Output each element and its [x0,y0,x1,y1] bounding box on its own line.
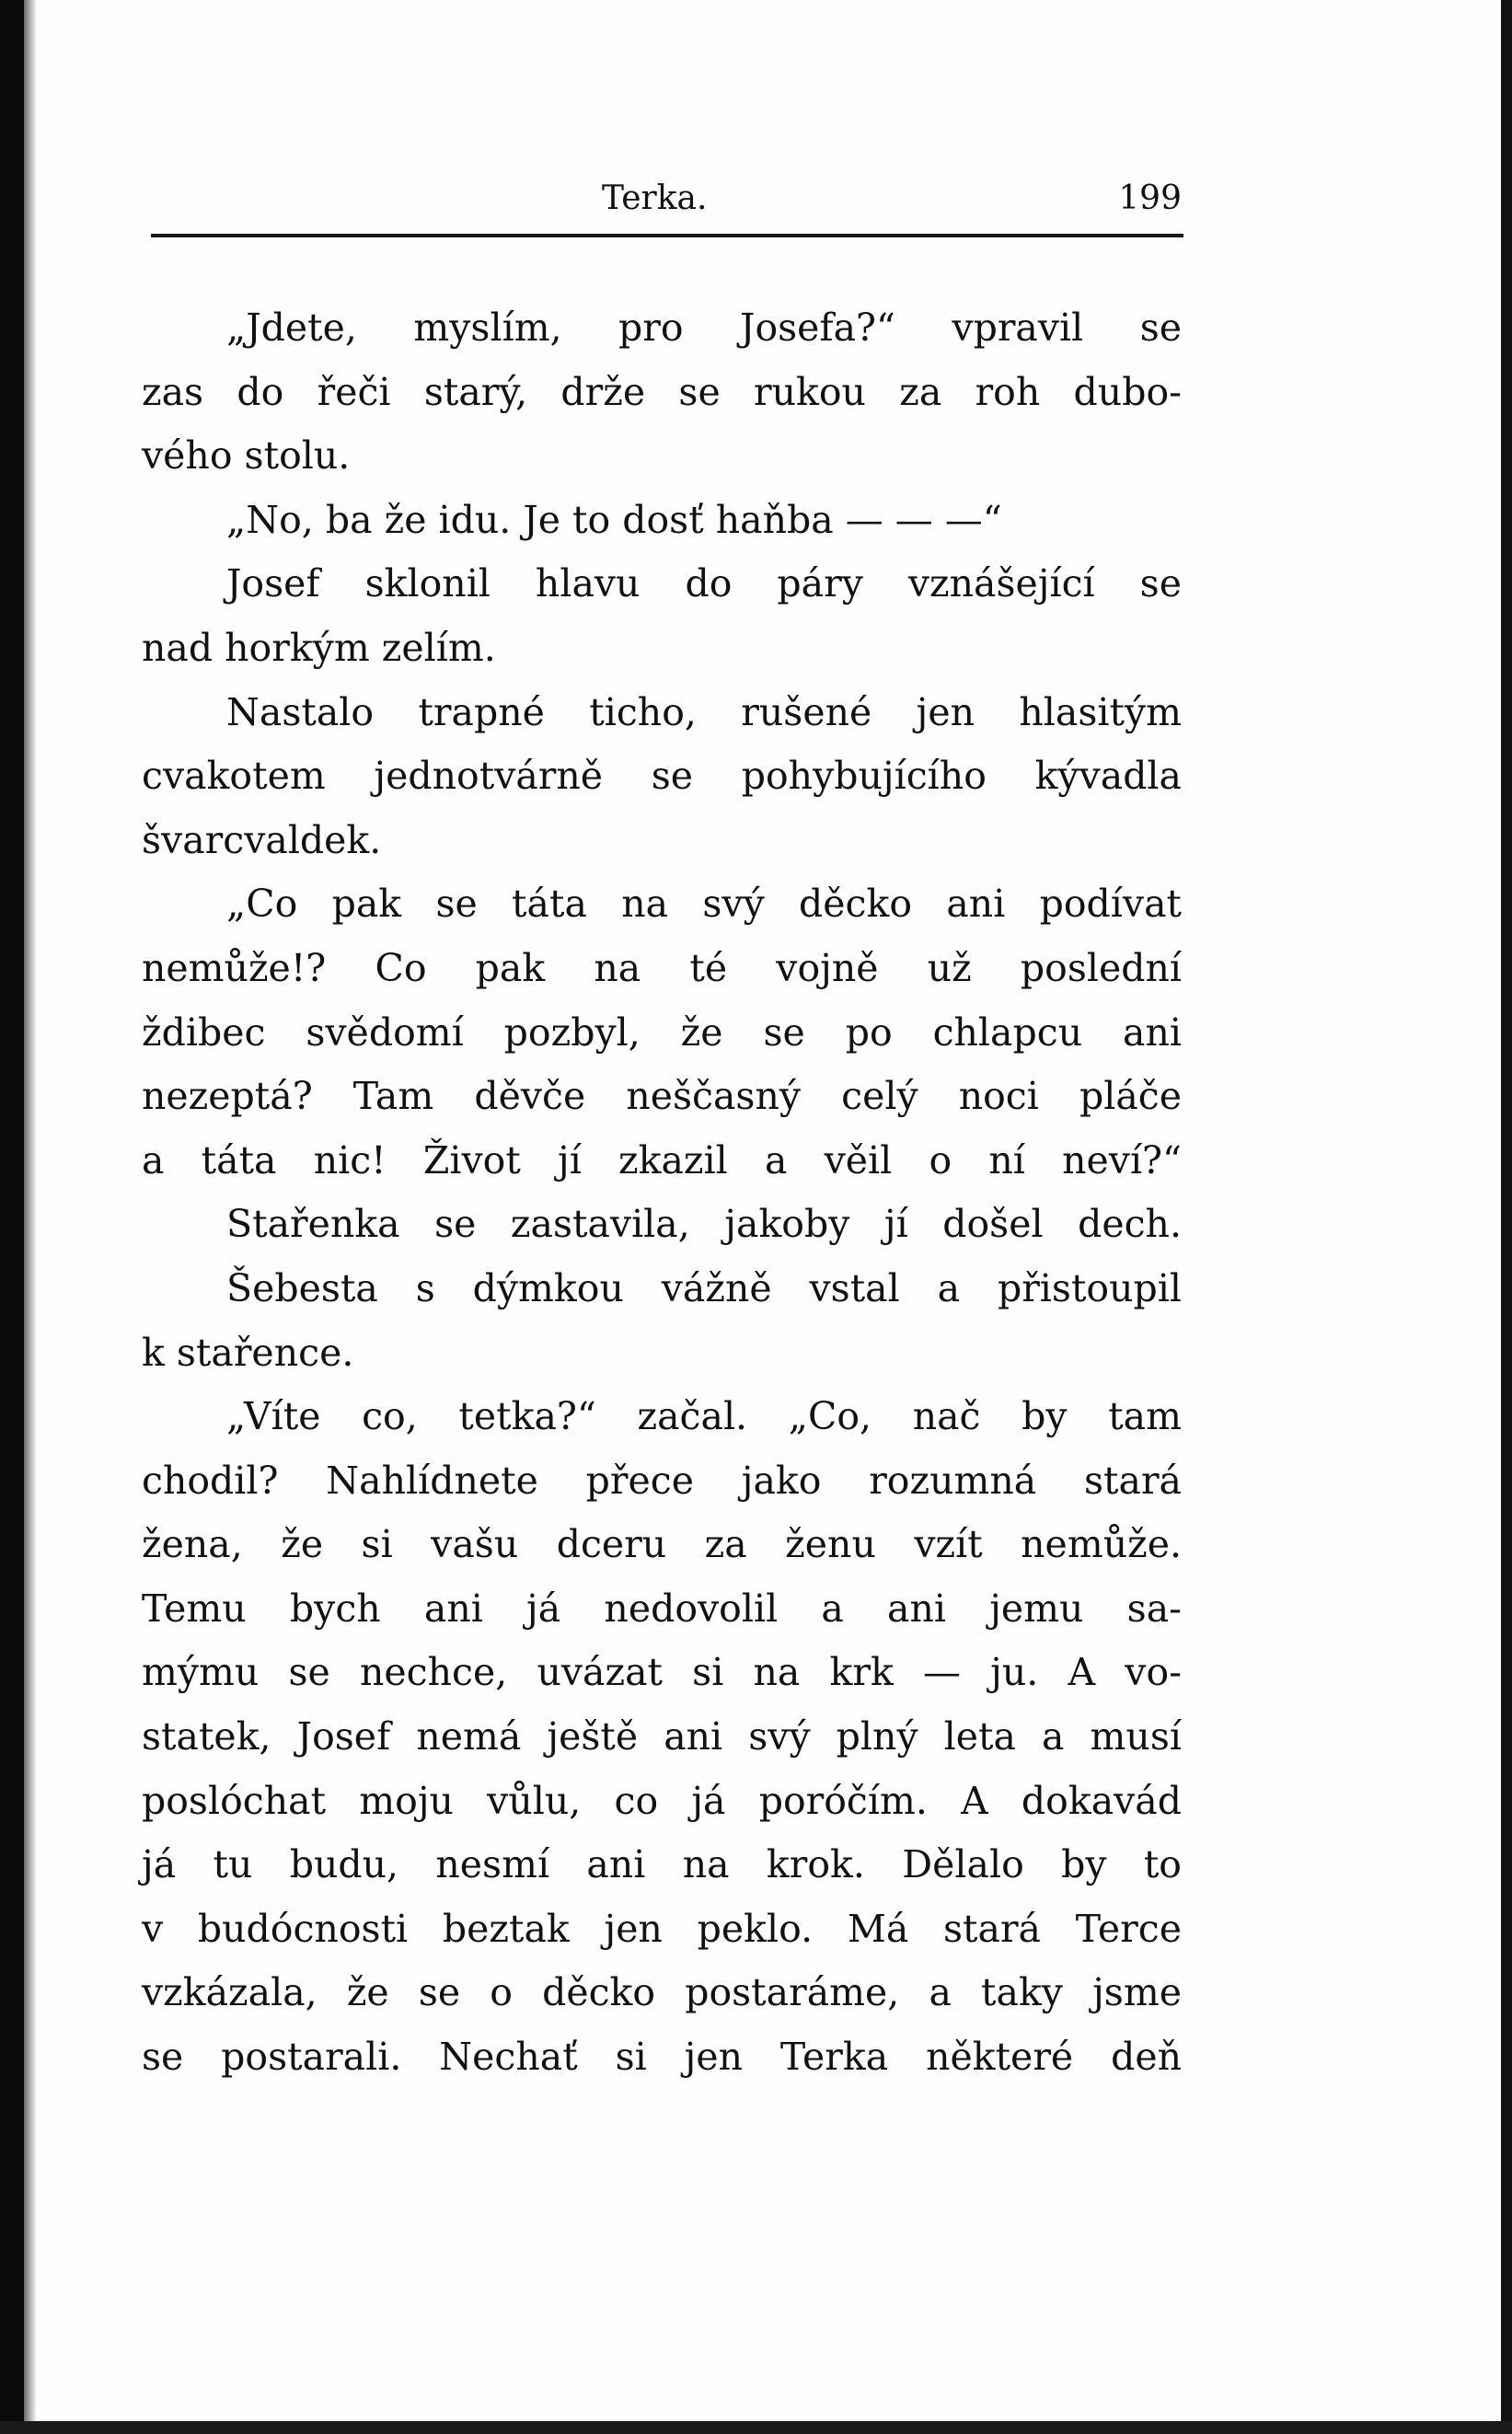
page-header [151,175,1182,223]
text-line: k stařence. [142,1330,354,1375]
header-rule [151,234,1183,237]
text-line: Šebesta s dýmkou vážně vstal a přistoupil [226,1265,1182,1310]
running-title: Terka. [602,179,708,217]
scan-edge-shadow [24,0,37,2434]
text-line: a táta nic! Život jí zkazil a věil o ní neví?“ [142,1137,1182,1182]
text-line: Temu bych ani já nedovolil a ani jemu sa- [142,1586,1182,1631]
text-line: v budócnosti beztak jen peklo. Má stará Terce [142,1906,1182,1951]
text-line: „Víte co, tetka?“ začal. „Co, nač by tam [226,1394,1182,1439]
text-line: se postarali. Nechať si jen Terka některé deň [142,2035,1182,2080]
text-line: nezeptá? Tam děvče neščasný celý noci pláče [142,1074,1182,1119]
text-line: Josef sklonil hlavu do páry vznášející se [226,561,1182,606]
text-line: „Jdete, myslím, pro Josefa?“ vpravil se [226,306,1182,350]
text-line: „No, ba že idu. Je to dosť haňba — — —“ [226,497,1002,542]
text-line: švarcvaldek. [142,817,382,862]
text-line: ždibec svědomí pozbyl, že se po chlapcu ani [142,1009,1182,1055]
text-line: žena, že si vašu dceru za ženu vzít nemůže. [142,1522,1182,1567]
body-text [142,296,1182,2090]
text-line: statek, Josef nemá ještě ani svý plný leta a musí [142,1714,1182,1759]
page-number: 199 [1118,179,1182,217]
text-line: zas do řeči starý, drže se rukou za roh dubo- [142,369,1182,414]
text-line: chodil? Nahlídnete přece jako rozumná stará [142,1458,1182,1503]
text-line: mýmu se nechce, uvázat si na krk — ju. A vo- [142,1650,1182,1695]
text-line: vého stolu. [142,433,351,479]
text-line: poslóchat moju vůlu, co já poróčím. A dokavád [142,1778,1182,1823]
scan-edge-left [0,0,24,2434]
text-line: nemůže!? Co pak na té vojně už poslední [142,945,1182,990]
text-line: Nastalo trapné ticho, rušené jen hlasitým [226,689,1182,734]
scan-edge-bottom [0,2421,1512,2434]
scan-edge-right [1501,0,1512,2434]
text-line: „Co pak se táta na svý děcko ani podívat [226,882,1182,927]
text-line: já tu budu, nesmí ani na krok. Dělalo by to [142,1842,1182,1887]
text-line: vzkázala, že se o děcko postaráme, a taky jsme [142,1970,1182,2015]
text-line: nad horkým zelím. [142,625,496,670]
text-line: cvakotem jednotvárně se pohybujícího kývadla [142,754,1182,799]
text-line: Stařenka se zastavila, jakoby jí došel dech. [226,1202,1182,1247]
